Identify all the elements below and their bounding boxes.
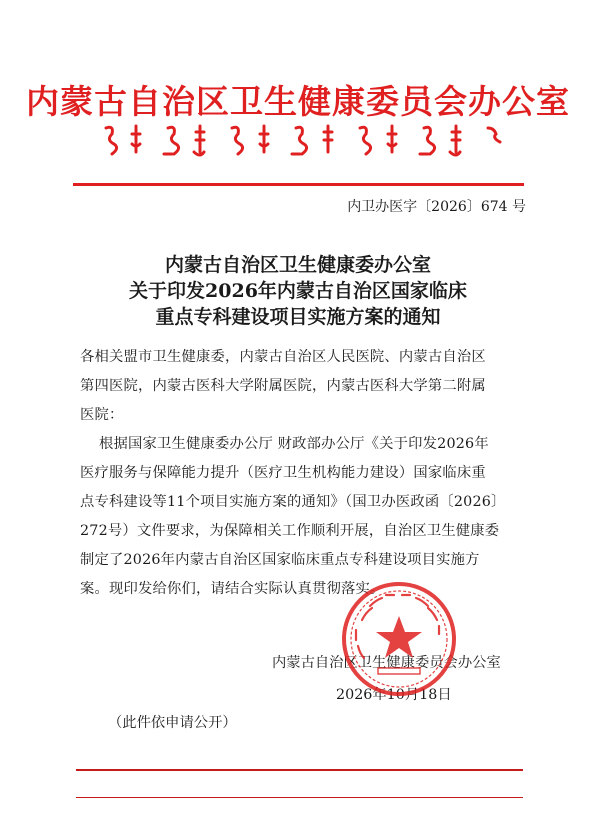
footer-rule-top <box>76 769 523 771</box>
document-title-line-3: 重点专科建设项目实施方案的通知 <box>155 306 441 328</box>
mongolian-script-logo <box>96 122 516 162</box>
letterhead-red-rule <box>73 183 524 186</box>
body-line: 各相关盟市卫生健康委，内蒙古自治区人民医院、内蒙古自治区 <box>80 349 486 365</box>
issuer-signature: 内蒙古自治区卫生健康委员会办公室 <box>272 655 501 671</box>
document-title-line-1: 内蒙古自治区卫生健康委办公室 <box>164 254 431 276</box>
body-line: 根据国家卫生健康委办公厅 财政部办公厅《关于印发2026年 <box>80 436 489 452</box>
issue-date: 2026年10月18日 <box>336 687 452 703</box>
document-title-line-2: 关于印发2026年内蒙古自治区国家临床 <box>129 280 467 302</box>
body-line: 272号）文件要求，为保障相关工作顺利开展，自治区卫生健康委 <box>80 523 500 539</box>
body-line: 医疗服务与保障能力提升（医疗卫生机构能力建设）国家临床重 <box>80 465 486 481</box>
body-line: 制定了2026年内蒙古自治区国家临床重点专科建设项目实施方 <box>80 552 480 568</box>
letterhead-org-name: 内蒙古自治区卫生健康委员会办公室 <box>26 82 570 121</box>
body-line: 第四医院，内蒙古医科大学附属医院，内蒙古医科大学第二附属 <box>80 378 486 394</box>
document-number: 内卫办医字〔2026〕674 号 <box>347 199 526 215</box>
footer-rule-bottom <box>76 797 523 798</box>
disclosure-note: （此件依申请公开） <box>108 715 237 731</box>
body-line: 点专科建设等11个项目实施方案的通知》（国卫办医政函〔2026〕 <box>80 494 506 510</box>
body-line: 案。现印发给你们，请结合实际认真贯彻落实。 <box>80 581 385 597</box>
body-line: 医院： <box>80 407 124 423</box>
official-seal-stamp <box>340 580 458 698</box>
